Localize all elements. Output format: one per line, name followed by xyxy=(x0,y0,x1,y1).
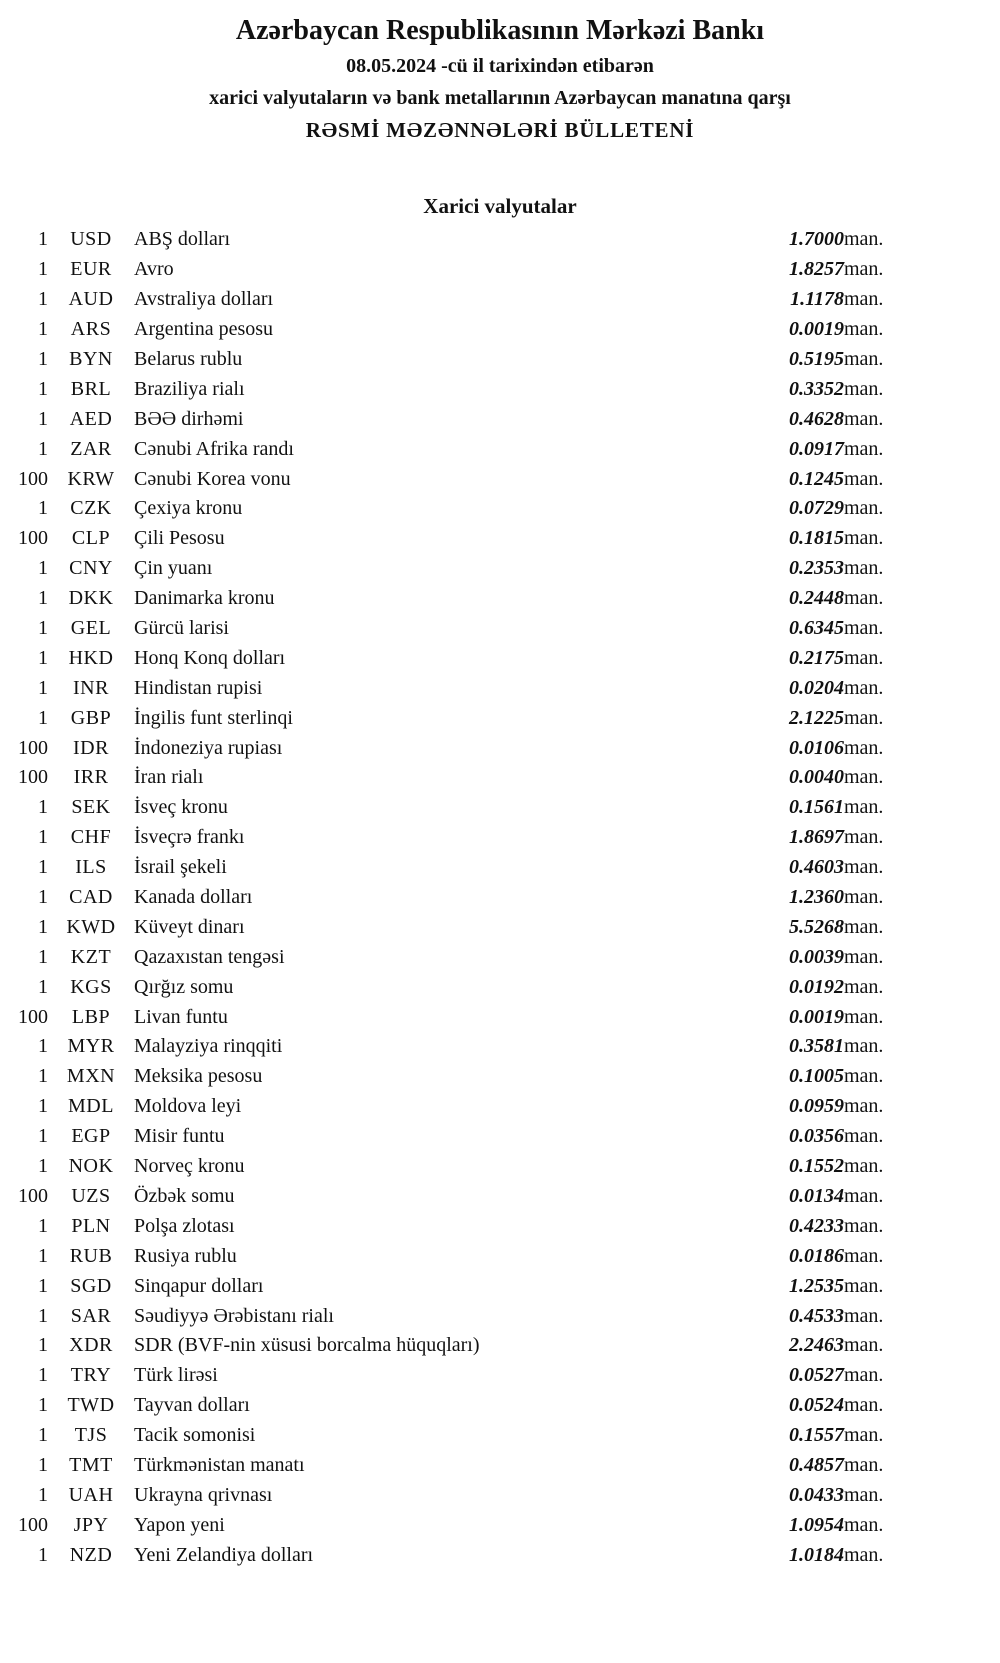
row-unit-label: man. xyxy=(844,1005,884,1028)
row-rate: 0.1552 xyxy=(789,1155,844,1178)
row-currency-code: ZAR xyxy=(70,437,112,460)
row-unit-label: man. xyxy=(844,1035,884,1058)
row-quantity: 1 xyxy=(38,377,48,400)
row-currency-code: CLP xyxy=(71,527,111,550)
row-currency-name: SDR (BVF-nin xüsusi borcalma hüquqları) xyxy=(134,1334,480,1357)
row-unit-label: man. xyxy=(844,826,884,849)
row-quantity: 1 xyxy=(38,497,48,520)
row-quantity: 100 xyxy=(18,1184,48,1207)
row-currency-code: BYN xyxy=(69,348,113,370)
row-currency-code: GBP xyxy=(70,706,112,729)
row-currency-name: Rusiya rublu xyxy=(134,1244,237,1267)
row-currency-code: MXN xyxy=(66,1065,116,1088)
row-unit-label: man. xyxy=(844,1184,884,1207)
row-rate: 0.4533 xyxy=(789,1304,844,1327)
row-currency-name: Polşa zlotası xyxy=(134,1214,235,1237)
row-rate: 0.0134 xyxy=(789,1184,844,1207)
row-unit-label: man. xyxy=(844,1453,884,1476)
table-row xyxy=(8,883,906,913)
row-unit-label: man. xyxy=(844,617,884,640)
row-quantity: 1 xyxy=(38,258,48,281)
row-quantity: 100 xyxy=(18,467,48,490)
row-unit-label: man. xyxy=(844,587,884,610)
table-row xyxy=(8,1391,906,1421)
row-rate: 0.2353 xyxy=(789,557,844,580)
row-currency-name: Səudiyyə Ərəbistanı rialı xyxy=(134,1304,334,1327)
row-rate: 0.0204 xyxy=(789,676,844,699)
row-quantity: 1 xyxy=(38,1095,48,1118)
row-quantity: 1 xyxy=(38,1394,48,1417)
page-title: Azərbaycan Respublikasının Mərkəzi Bankı xyxy=(235,15,765,46)
row-currency-code: TRY xyxy=(70,1364,112,1387)
row-rate: 0.4603 xyxy=(789,856,844,879)
row-currency-name: Danimarka kronu xyxy=(134,587,275,610)
row-currency-code: CHF xyxy=(70,826,112,849)
row-currency-name: Meksika pesosu xyxy=(134,1065,263,1088)
row-unit-label: man. xyxy=(844,1424,884,1447)
row-rate: 2.2463 xyxy=(789,1334,844,1357)
row-quantity: 1 xyxy=(38,587,48,610)
row-rate: 0.0527 xyxy=(789,1364,844,1387)
row-currency-code: INR xyxy=(73,676,109,699)
row-currency-code: SGD xyxy=(70,1274,112,1297)
row-quantity: 1 xyxy=(38,228,48,251)
row-unit-label: man. xyxy=(844,1155,884,1178)
row-rate: 1.7000 xyxy=(789,228,844,251)
rates-table xyxy=(8,225,906,1570)
row-currency-code: USD xyxy=(70,228,112,251)
row-currency-code: AED xyxy=(69,407,113,430)
row-currency-name: Braziliya rialı xyxy=(134,377,245,400)
row-currency-code: TJS xyxy=(74,1424,108,1447)
row-quantity: 1 xyxy=(38,1304,48,1327)
row-currency-code: NOK xyxy=(68,1155,114,1178)
table-row xyxy=(8,1361,906,1391)
row-currency-name: Yapon yeni xyxy=(134,1513,225,1536)
table-row xyxy=(8,554,906,584)
row-currency-name: Cənubi Korea vonu xyxy=(134,467,291,490)
row-currency-code: SEK xyxy=(71,796,111,819)
table-row xyxy=(8,225,906,255)
row-currency-code: TWD xyxy=(67,1394,115,1417)
row-currency-name: Livan funtu xyxy=(134,1005,228,1028)
row-unit-label: man. xyxy=(844,1513,884,1536)
row-quantity: 1 xyxy=(38,945,48,968)
row-quantity: 1 xyxy=(38,886,48,909)
row-quantity: 1 xyxy=(38,557,48,580)
row-currency-code: MYR xyxy=(67,1035,115,1058)
row-unit-label: man. xyxy=(844,856,884,879)
row-currency-name: Çexiya kronu xyxy=(134,497,243,520)
row-currency-name: Türkmənistan manatı xyxy=(134,1453,305,1476)
row-currency-name: İndoneziya rupiası xyxy=(134,736,283,759)
table-row xyxy=(8,315,906,345)
row-currency-name: Gürcü larisi xyxy=(134,617,229,640)
row-quantity: 100 xyxy=(18,1513,48,1536)
row-quantity: 1 xyxy=(38,348,48,370)
row-currency-name: Belarus rublu xyxy=(134,348,243,370)
row-currency-name: ABŞ dolları xyxy=(134,228,231,251)
row-currency-name: İran rialı xyxy=(134,766,204,789)
row-quantity: 100 xyxy=(18,766,48,789)
row-rate: 0.0729 xyxy=(789,497,844,520)
row-unit-label: man. xyxy=(844,348,884,370)
row-quantity: 1 xyxy=(38,437,48,460)
table-row xyxy=(8,614,906,644)
row-currency-code: JPY xyxy=(73,1513,109,1536)
row-currency-code: TMT xyxy=(69,1453,113,1476)
row-quantity: 1 xyxy=(38,1424,48,1447)
table-row xyxy=(8,1062,906,1092)
row-unit-label: man. xyxy=(844,945,884,968)
table-row xyxy=(8,643,906,673)
row-unit-label: man. xyxy=(844,377,884,400)
row-currency-code: CAD xyxy=(69,886,113,909)
row-unit-label: man. xyxy=(844,915,884,938)
table-row xyxy=(8,404,906,434)
row-quantity: 1 xyxy=(38,1125,48,1148)
table-row xyxy=(8,1421,906,1451)
row-currency-code: KGS xyxy=(70,975,112,998)
row-rate: 0.0019 xyxy=(789,318,844,341)
row-quantity: 1 xyxy=(38,915,48,938)
row-currency-name: İsrail şekeli xyxy=(134,856,227,879)
row-quantity: 100 xyxy=(18,527,48,550)
row-quantity: 1 xyxy=(38,1155,48,1178)
table-row xyxy=(8,1480,906,1510)
row-rate: 0.0524 xyxy=(789,1394,844,1417)
row-currency-name: Avstraliya dolları xyxy=(134,288,274,311)
table-row xyxy=(8,374,906,404)
row-rate: 0.5195 xyxy=(789,348,844,370)
row-unit-label: man. xyxy=(844,975,884,998)
row-rate: 0.1005 xyxy=(789,1065,844,1088)
row-unit-label: man. xyxy=(844,1304,884,1327)
row-unit-label: man. xyxy=(844,1095,884,1118)
row-quantity: 1 xyxy=(38,1244,48,1267)
row-unit-label: man. xyxy=(844,407,884,430)
row-currency-code: IDR xyxy=(73,736,109,759)
table-row xyxy=(8,1211,906,1241)
row-rate: 1.0184 xyxy=(789,1543,844,1566)
table-row xyxy=(8,912,906,942)
row-rate: 0.6345 xyxy=(789,617,844,640)
row-rate: 0.0959 xyxy=(789,1095,844,1118)
row-unit-label: man. xyxy=(844,706,884,729)
bulletin-title: RƏSMİ MƏZƏNNƏLƏRİ BÜLLETENİ xyxy=(305,118,695,142)
table-row xyxy=(8,1002,906,1032)
row-unit-label: man. xyxy=(844,497,884,520)
row-currency-name: Tacik somonisi xyxy=(134,1424,256,1447)
row-rate: 0.0356 xyxy=(789,1125,844,1148)
row-rate: 1.1178 xyxy=(790,288,844,311)
row-currency-name: Sinqapur dolları xyxy=(134,1274,264,1297)
row-rate: 5.5268 xyxy=(789,915,844,938)
row-currency-code: SAR xyxy=(70,1304,112,1327)
row-unit-label: man. xyxy=(844,1334,884,1357)
row-quantity: 100 xyxy=(18,736,48,759)
row-currency-code: NZD xyxy=(69,1543,113,1566)
row-rate: 0.1245 xyxy=(789,467,844,490)
row-currency-name: Özbək somu xyxy=(134,1184,235,1207)
row-unit-label: man. xyxy=(844,1214,884,1237)
row-currency-code: UAH xyxy=(68,1483,114,1506)
row-rate: 0.0039 xyxy=(789,945,844,968)
row-unit-label: man. xyxy=(844,676,884,699)
row-rate: 1.8697 xyxy=(789,826,844,849)
row-currency-name: Hindistan rupisi xyxy=(134,676,263,699)
row-currency-code: CNY xyxy=(69,557,113,580)
row-unit-label: man. xyxy=(844,646,884,669)
row-currency-name: İsveç kronu xyxy=(134,796,228,819)
row-currency-code: GEL xyxy=(70,617,112,640)
row-unit-label: man. xyxy=(844,1483,884,1506)
row-quantity: 1 xyxy=(38,617,48,640)
row-quantity: 1 xyxy=(38,1065,48,1088)
row-currency-name: Çili Pesosu xyxy=(134,527,225,550)
row-currency-name: Türk lirəsi xyxy=(134,1364,218,1387)
row-rate: 1.2535 xyxy=(789,1274,844,1297)
table-row xyxy=(8,1182,906,1212)
table-row xyxy=(8,434,906,464)
row-currency-code: KZT xyxy=(70,945,112,968)
table-row xyxy=(8,1331,906,1361)
row-rate: 1.8257 xyxy=(789,258,844,281)
row-rate: 0.4233 xyxy=(789,1214,844,1237)
row-rate: 0.1557 xyxy=(789,1424,844,1447)
row-unit-label: man. xyxy=(844,1065,884,1088)
table-row xyxy=(8,1241,906,1271)
row-currency-code: ILS xyxy=(75,856,107,879)
row-currency-code: BRL xyxy=(70,377,112,400)
table-row xyxy=(8,1271,906,1301)
row-currency-code: AUD xyxy=(68,288,114,311)
table-row xyxy=(8,1032,906,1062)
row-currency-code: PLN xyxy=(71,1214,111,1237)
row-rate: 0.0186 xyxy=(789,1244,844,1267)
row-quantity: 100 xyxy=(18,1005,48,1028)
row-rate: 0.4628 xyxy=(789,407,844,430)
row-quantity: 1 xyxy=(38,1035,48,1058)
row-currency-code: HKD xyxy=(68,646,114,669)
table-row xyxy=(8,793,906,823)
row-currency-name: Malayziya rinqqiti xyxy=(134,1035,283,1058)
row-quantity: 1 xyxy=(38,796,48,819)
row-rate: 0.1815 xyxy=(789,527,844,550)
row-quantity: 1 xyxy=(38,706,48,729)
table-row xyxy=(8,1152,906,1182)
row-rate: 0.1561 xyxy=(789,796,844,819)
table-row xyxy=(8,703,906,733)
row-unit-label: man. xyxy=(844,527,884,550)
row-unit-label: man. xyxy=(844,437,884,460)
row-rate: 0.0917 xyxy=(789,437,844,460)
table-row xyxy=(8,524,906,554)
row-rate: 0.2175 xyxy=(789,646,844,669)
row-rate: 2.1225 xyxy=(789,706,844,729)
row-quantity: 1 xyxy=(38,975,48,998)
table-row xyxy=(8,494,906,524)
row-unit-label: man. xyxy=(844,1394,884,1417)
row-quantity: 1 xyxy=(38,318,48,341)
row-currency-code: MDL xyxy=(68,1095,114,1118)
table-row xyxy=(8,255,906,285)
row-quantity: 1 xyxy=(38,856,48,879)
row-unit-label: man. xyxy=(844,318,884,341)
row-unit-label: man. xyxy=(844,1364,884,1387)
row-rate: 0.0040 xyxy=(789,766,844,789)
row-currency-code: EUR xyxy=(70,258,112,281)
row-currency-name: Çin yuanı xyxy=(134,557,213,580)
row-currency-code: LBP xyxy=(71,1005,111,1028)
table-row xyxy=(8,584,906,614)
row-currency-name: BƏƏ dirhəmi xyxy=(134,407,244,430)
row-rate: 0.0433 xyxy=(789,1483,844,1506)
row-unit-label: man. xyxy=(844,1244,884,1267)
row-unit-label: man. xyxy=(844,766,884,789)
row-currency-name: Misir funtu xyxy=(134,1125,225,1148)
row-currency-code: CZK xyxy=(70,497,112,520)
table-row xyxy=(8,1092,906,1122)
table-row xyxy=(8,285,906,315)
row-currency-code: XDR xyxy=(69,1334,113,1357)
table-row xyxy=(8,1451,906,1481)
row-quantity: 1 xyxy=(38,1334,48,1357)
row-unit-label: man. xyxy=(844,1274,884,1297)
row-rate: 0.2448 xyxy=(789,587,844,610)
row-currency-name: Qırğız somu xyxy=(134,975,234,998)
row-rate: 0.3581 xyxy=(789,1035,844,1058)
row-quantity: 1 xyxy=(38,646,48,669)
row-rate: 0.3352 xyxy=(789,377,844,400)
row-currency-name: Cənubi Afrika randı xyxy=(134,437,294,460)
table-row xyxy=(8,853,906,883)
row-quantity: 1 xyxy=(38,1543,48,1566)
row-quantity: 1 xyxy=(38,288,48,311)
row-currency-name: Küveyt dinarı xyxy=(134,915,245,938)
row-rate: 0.0106 xyxy=(789,736,844,759)
row-quantity: 1 xyxy=(38,1364,48,1387)
date-line: 08.05.2024 -cü il tarixindən etibarən xyxy=(346,55,654,77)
row-currency-code: DKK xyxy=(68,587,114,610)
section-title-foreign-currencies: Xarici valyutalar xyxy=(423,194,577,218)
row-rate: 0.0192 xyxy=(789,975,844,998)
table-row xyxy=(8,763,906,793)
table-row xyxy=(8,673,906,703)
row-quantity: 1 xyxy=(38,676,48,699)
row-unit-label: man. xyxy=(844,467,884,490)
row-quantity: 1 xyxy=(38,407,48,430)
row-currency-code: UZS xyxy=(71,1184,111,1207)
row-currency-name: Moldova leyi xyxy=(134,1095,242,1118)
table-row xyxy=(8,942,906,972)
row-currency-name: Ukrayna qrivnası xyxy=(134,1483,273,1506)
table-row xyxy=(8,464,906,494)
row-unit-label: man. xyxy=(844,796,884,819)
table-row xyxy=(8,733,906,763)
row-currency-name: İngilis funt sterlinqi xyxy=(134,706,293,729)
row-currency-code: EGP xyxy=(71,1125,111,1148)
table-row xyxy=(8,823,906,853)
row-unit-label: man. xyxy=(844,1543,884,1566)
row-currency-name: Honq Konq dolları xyxy=(134,646,286,669)
table-row xyxy=(8,1540,906,1570)
row-quantity: 1 xyxy=(38,826,48,849)
subtitle-line: xarici valyutaların və bank metallarının Azərbaycan manatına qarşı xyxy=(209,87,791,109)
row-currency-name: Kanada dolları xyxy=(134,886,253,909)
row-currency-name: Avro xyxy=(134,258,174,281)
row-currency-code: RUB xyxy=(69,1244,113,1267)
row-currency-name: Argentina pesosu xyxy=(134,318,274,341)
row-rate: 0.0019 xyxy=(789,1005,844,1028)
rates-table-body xyxy=(8,225,906,1570)
row-currency-code: KWD xyxy=(66,915,116,938)
row-quantity: 1 xyxy=(38,1274,48,1297)
table-row xyxy=(8,1301,906,1331)
row-unit-label: man. xyxy=(844,1125,884,1148)
table-row xyxy=(8,345,906,375)
row-currency-name: İsveçrə frankı xyxy=(134,826,245,849)
row-currency-code: IRR xyxy=(73,766,109,789)
row-quantity: 1 xyxy=(38,1453,48,1476)
row-currency-code: ARS xyxy=(70,318,112,341)
row-rate: 1.2360 xyxy=(789,886,844,909)
row-rate: 1.0954 xyxy=(789,1513,844,1536)
row-unit-label: man. xyxy=(844,886,884,909)
row-quantity: 1 xyxy=(38,1214,48,1237)
row-currency-name: Norveç kronu xyxy=(134,1155,245,1178)
table-row xyxy=(8,1510,906,1540)
table-row xyxy=(8,972,906,1002)
row-unit-label: man. xyxy=(844,736,884,759)
row-unit-label: man. xyxy=(844,228,884,251)
row-currency-name: Qazaxıstan tengəsi xyxy=(134,945,285,968)
row-rate: 0.4857 xyxy=(789,1453,844,1476)
row-currency-code: KRW xyxy=(67,467,115,490)
row-currency-name: Yeni Zelandiya dolları xyxy=(134,1543,314,1566)
row-quantity: 1 xyxy=(38,1483,48,1506)
row-unit-label: man. xyxy=(844,258,884,281)
row-unit-label: man. xyxy=(844,557,884,580)
row-unit-label: man. xyxy=(844,288,884,311)
row-currency-name: Tayvan dolları xyxy=(134,1394,250,1417)
table-row xyxy=(8,1122,906,1152)
